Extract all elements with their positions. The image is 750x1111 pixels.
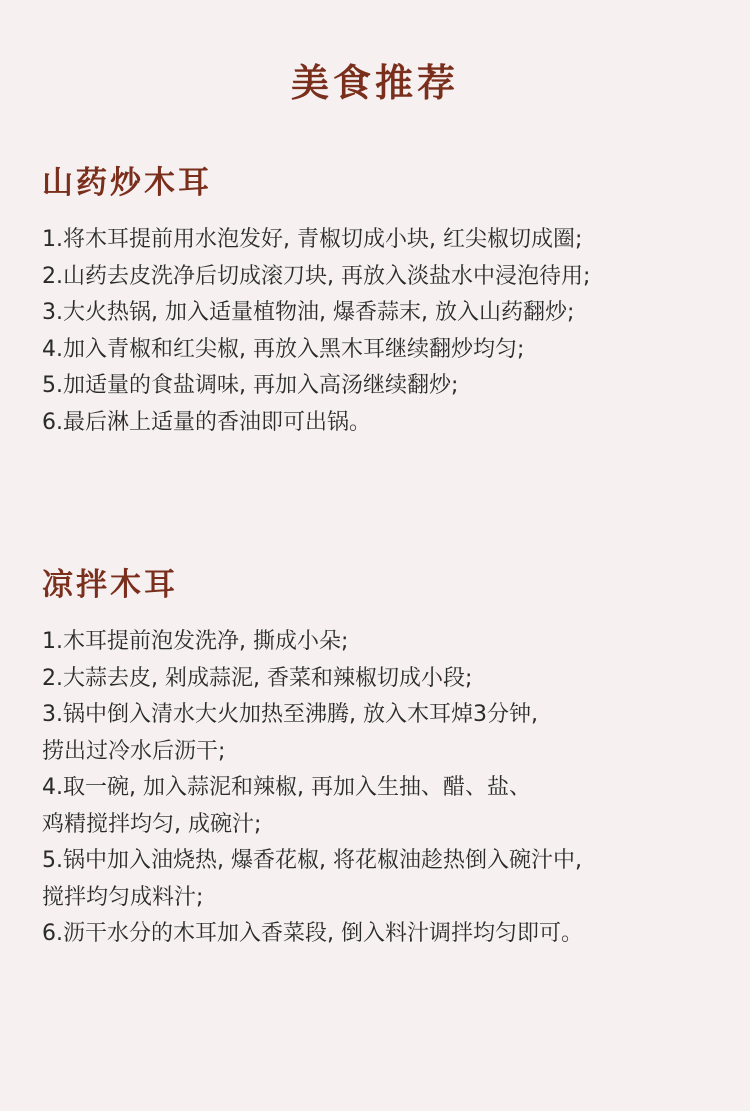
recipe-step bbox=[42, 368, 732, 405]
step-text: 4.加入青椒和红尖椒, 再放入黑木耳继续翻炒均匀; bbox=[42, 336, 525, 362]
step-text: 2.大蒜去皮, 剁成蒜泥, 香菜和辣椒切成小段; bbox=[42, 665, 473, 691]
step-text: 2.山药去皮洗净后切成滚刀块, 再放入淡盐水中浸泡待用; bbox=[42, 263, 591, 289]
recipe-step bbox=[42, 332, 732, 369]
step-text: 3.大火热锅, 加入适量植物油, 爆香蒜末, 放入山药翻炒; bbox=[42, 300, 575, 325]
recipe-step bbox=[42, 405, 732, 442]
step-text: 5.锅中加入油烧热, 爆香花椒, 将花椒油趁热倒入碗汁中, bbox=[42, 848, 582, 873]
recipe-title: 凉拌木耳 bbox=[42, 567, 178, 603]
recipe-step bbox=[42, 661, 732, 698]
recipe-step bbox=[42, 843, 732, 916]
recipe-steps bbox=[42, 624, 732, 953]
step-text: 1.木耳提前泡发洗净, 撕成小朵; bbox=[42, 629, 349, 654]
recipe-step bbox=[42, 697, 732, 770]
step-text: 6.沥干水分的木耳加入香菜段, 倒入料汁调拌均匀即可。 bbox=[42, 921, 583, 946]
recipe-steps bbox=[42, 222, 732, 441]
page-title: 美食推荐 bbox=[290, 61, 459, 105]
step-text: 3.锅中倒入清水大火加热至沸腾, 放入木耳焯3分钟, bbox=[42, 702, 538, 727]
step-text-continued: 捞出过冷水后沥干; bbox=[42, 738, 226, 764]
step-text: 4.取一碗, 加入蒜泥和辣椒, 再加入生抽、醋、盐、 bbox=[42, 775, 531, 800]
recipe-title: 山药炒木耳 bbox=[42, 165, 212, 201]
recipe-step bbox=[42, 770, 732, 843]
recipe-step bbox=[42, 916, 732, 953]
step-text-continued: 鸡精搅拌均匀, 成碗汁; bbox=[42, 811, 262, 837]
recipe-section-cold-fungus bbox=[42, 562, 732, 953]
step-text: 5.加适量的食盐调味, 再加入高汤继续翻炒; bbox=[42, 373, 459, 398]
recipe-step bbox=[42, 624, 732, 661]
step-text-continued: 搅拌均匀成料汁; bbox=[42, 884, 204, 910]
recipe-step bbox=[42, 259, 732, 296]
recipe-section-yam-fungus bbox=[42, 160, 732, 441]
recipe-step bbox=[42, 222, 732, 259]
step-text: 1.将木耳提前用水泡发好, 青椒切成小块, 红尖椒切成圈; bbox=[42, 227, 583, 252]
step-text: 6.最后淋上适量的香油即可出锅。 bbox=[42, 409, 371, 435]
recipe-step bbox=[42, 295, 732, 332]
